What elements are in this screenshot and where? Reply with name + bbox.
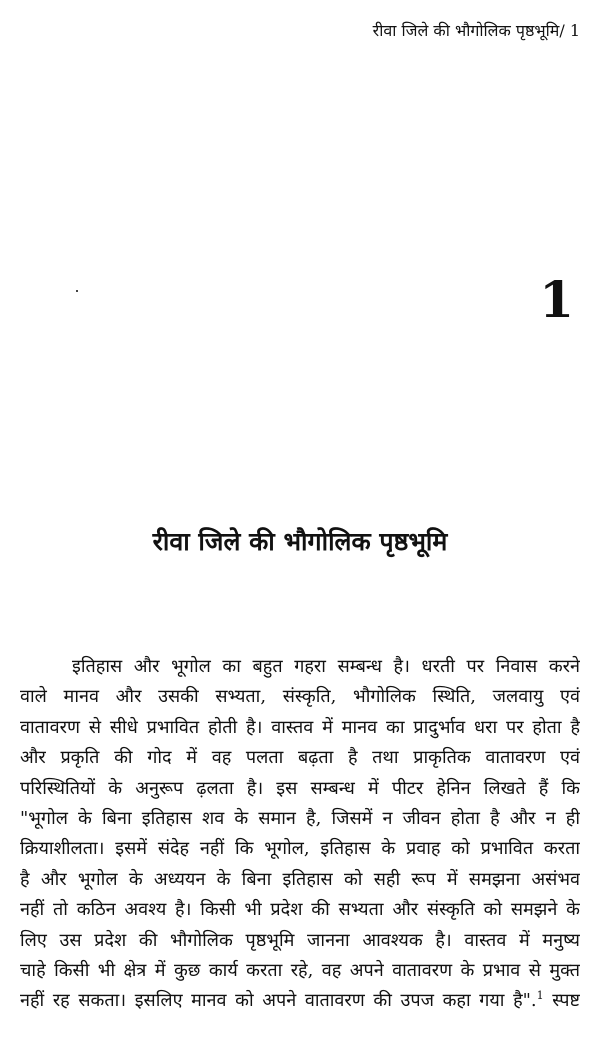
text-line-last-tail: स्पष्ट: [543, 990, 580, 1012]
text-line: इतिहास और भूगोल का बहुत गहरा सम्बन्ध है। धरती पर निवास करने: [72, 656, 580, 677]
chapter-title: रीवा जिले की भौगोलिक पृष्ठभूमि: [152, 526, 448, 556]
text-line-last-main: नहीं रह सकता। इसलिए मानव को अपने वातावरण की उपज कहा गया है".: [20, 990, 537, 1012]
text-line: है और भूगोल के अध्ययन के बिना इतिहास को सही रूप में समझना असंभव: [20, 868, 580, 890]
text-line: परिस्थितियों के अनुरूप ढ़लता है। इस सम्बन्ध में पीटर हेनिन लिखते हैं कि: [20, 777, 580, 799]
stray-dot: [76, 290, 78, 292]
text-line: वाले मानव और उसकी सभ्यता, संस्कृति, भौगोलिक स्थिति, जलवायु एवं: [20, 686, 580, 708]
chapter-number: 1: [539, 270, 574, 329]
text-line: और प्रकृति की गोद में वह पलता बढ़ता है तथा प्राकृतिक वातावरण एवं: [20, 747, 580, 769]
text-line-last: [20, 986, 580, 1016]
text-line: चाहे किसी भी क्षेत्र में कुछ कार्य करता रहे, वह अपने वातावरण के प्रभाव से मुक्त: [20, 959, 580, 981]
footnote-marker: 1: [536, 989, 544, 1003]
text-line: नहीं तो कठिन अवश्य है। किसी भी प्रदेश की सभ्यता और संस्कृति को समझने के: [20, 899, 580, 921]
text-line: "भूगोल के बिना इतिहास शव के समान है, जिसमें न जीवन होता है और न ही: [20, 807, 580, 829]
running-header: रीवा जिले की भौगोलिक पृष्ठभूमि/ 1: [372, 21, 580, 40]
body-text: [20, 652, 580, 1017]
text-line: वातावरण से सीधे प्रभावित होती है। वास्तव में मानव का प्रादुर्भाव धरा पर होता है: [20, 716, 580, 738]
text-line: लिए उस प्रदेश की भौगोलिक पृष्ठभूमि जानना आवश्यक है। वास्तव में मनुष्य: [20, 929, 580, 951]
text-line: क्रियाशीलता। इसमें संदेह नहीं कि भूगोल, इतिहास के प्रवाह को प्रभावित करता: [20, 838, 580, 860]
